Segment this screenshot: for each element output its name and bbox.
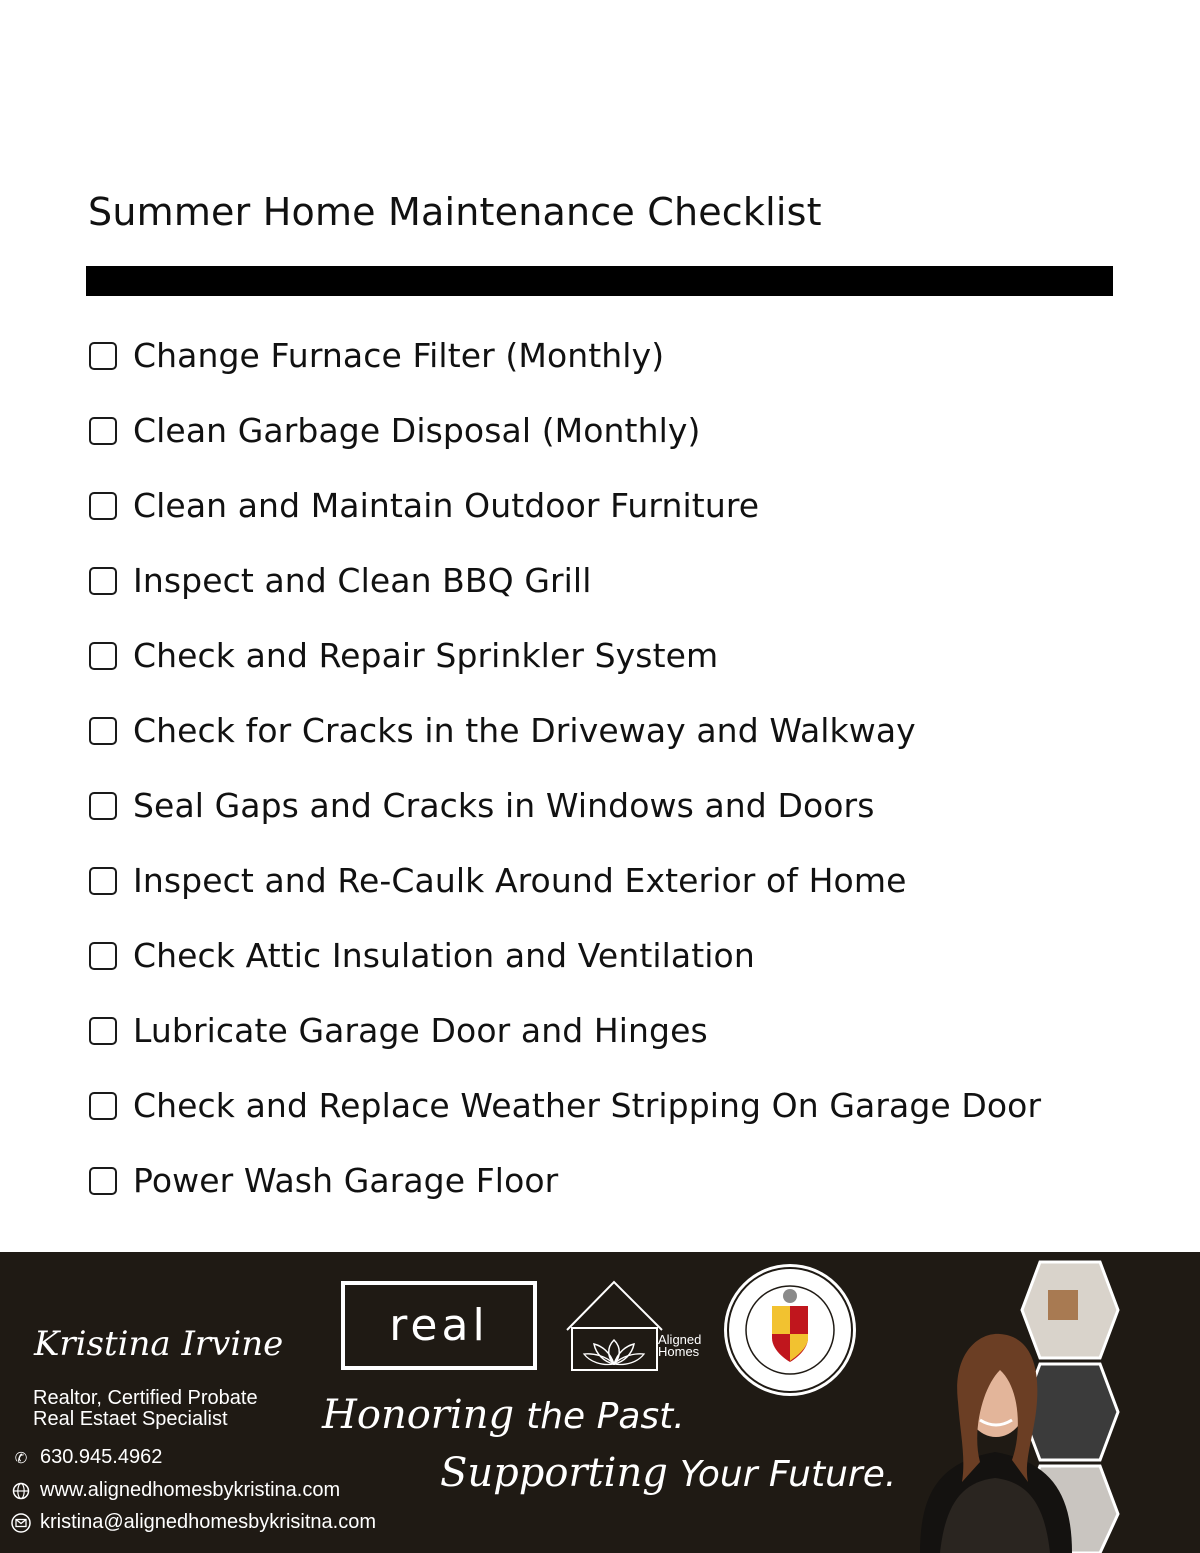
checkbox[interactable]: [89, 567, 117, 595]
tagline-script: Honoring: [322, 1392, 515, 1438]
tagline-script: Supporting: [440, 1450, 668, 1496]
checkbox[interactable]: [89, 867, 117, 895]
aligned-wordmark-line: Homes: [658, 1344, 700, 1359]
checklist-item: [89, 843, 1041, 918]
agent-signature: Kristina Irvine: [34, 1324, 284, 1364]
checklist-item-label: Lubricate Garage Door and Hinges: [133, 1011, 708, 1050]
checklist-item-label: Inspect and Re-Caulk Around Exterior of Home: [133, 861, 907, 900]
title-rule: [86, 266, 1113, 296]
certified-probate-seal-icon: [720, 1260, 860, 1400]
checklist-item-label: Clean and Maintain Outdoor Furniture: [133, 486, 760, 525]
checklist-item: [89, 318, 1041, 393]
agent-portrait: [900, 1292, 1090, 1553]
aligned-wordmark-line: Aligned: [658, 1332, 702, 1347]
checklist-item-label: Check Attic Insulation and Ventilation: [133, 936, 755, 975]
checkbox[interactable]: [89, 717, 117, 745]
email-contact[interactable]: [10, 1511, 376, 1534]
checkbox[interactable]: [89, 417, 117, 445]
checklist-item-label: Change Furnace Filter (Monthly): [133, 336, 665, 375]
tagline-line-2: [440, 1450, 896, 1496]
checklist-item: [89, 918, 1041, 993]
footer-banner: [0, 1252, 1200, 1553]
checklist-item-label: Inspect and Clean BBQ Grill: [133, 561, 592, 600]
checklist-item: [89, 468, 1041, 543]
checklist-item-label: Check and Repair Sprinkler System: [133, 636, 719, 675]
globe-icon: [10, 1480, 32, 1502]
checkbox[interactable]: [89, 492, 117, 520]
checklist: [89, 318, 1041, 1218]
checklist-item-label: Clean Garbage Disposal (Monthly): [133, 411, 701, 450]
real-brokerage-logo: real: [341, 1281, 537, 1370]
checkbox[interactable]: [89, 342, 117, 370]
checklist-item: [89, 768, 1041, 843]
checkbox[interactable]: [89, 792, 117, 820]
agent-title-line: Realtor, Certified Probate: [33, 1387, 258, 1409]
mail-icon: [10, 1512, 32, 1534]
checklist-item: [89, 693, 1041, 768]
agent-title-line: Real Estaet Specialist: [33, 1408, 228, 1430]
website-link: www.alignedhomesbykristina.com: [40, 1479, 341, 1501]
checklist-item-label: Seal Gaps and Cracks in Windows and Doors: [133, 786, 875, 825]
tagline-text: Your Future.: [679, 1454, 897, 1495]
aligned-homes-logo: [562, 1278, 712, 1378]
checkbox[interactable]: [89, 1017, 117, 1045]
checkbox[interactable]: [89, 642, 117, 670]
checklist-item-label: Check and Replace Weather Stripping On Garage Door: [133, 1086, 1042, 1125]
tagline-text: the Past.: [526, 1396, 685, 1437]
checklist-item: [89, 1143, 1041, 1218]
tagline-line-1: [322, 1392, 685, 1438]
checklist-item: [89, 393, 1041, 468]
checkbox[interactable]: [89, 1092, 117, 1120]
aligned-homes-wordmark: [658, 1334, 701, 1358]
checkbox[interactable]: [89, 1167, 117, 1195]
checklist-item: [89, 1068, 1041, 1143]
checklist-item: [89, 543, 1041, 618]
agent-title: [33, 1388, 323, 1430]
email-link: kristina@alignedhomesbykrisitna.com: [40, 1511, 376, 1533]
phone-icon: ✆: [14, 1449, 28, 1467]
checklist-item-label: Power Wash Garage Floor: [133, 1161, 559, 1200]
phone-contact[interactable]: [10, 1446, 162, 1469]
page-title: Summer Home Maintenance Checklist: [88, 190, 822, 234]
checklist-item-label: Check for Cracks in the Driveway and Walkway: [133, 711, 916, 750]
checkbox[interactable]: [89, 942, 117, 970]
website-contact[interactable]: [10, 1479, 340, 1502]
checklist-item: [89, 618, 1041, 693]
checklist-item: [89, 993, 1041, 1068]
phone-number: 630.945.4962: [40, 1446, 163, 1468]
